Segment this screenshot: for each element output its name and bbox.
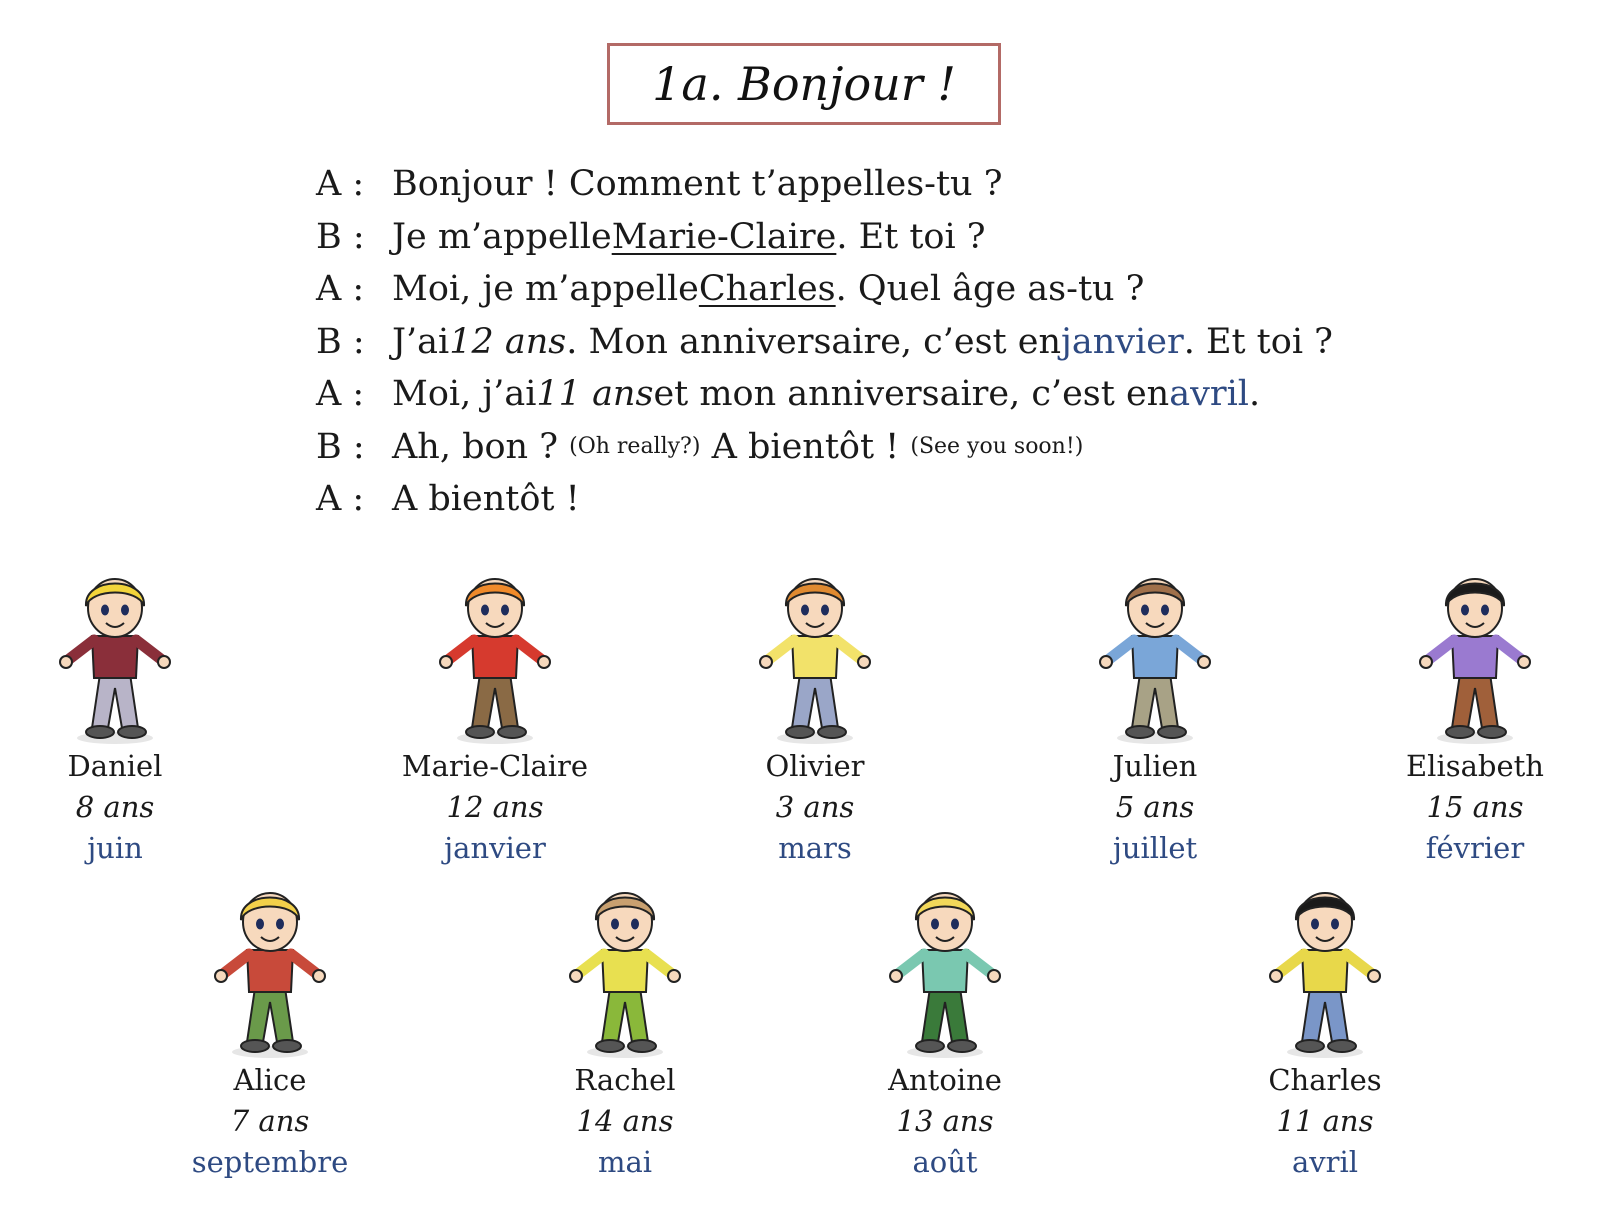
- character-name: Daniel: [67, 749, 163, 783]
- character-age: 15 ans: [1426, 790, 1524, 824]
- speaker-label: A :: [316, 164, 365, 205]
- character-age: 14 ans: [576, 1104, 674, 1138]
- character-card: [1205, 870, 1445, 1183]
- character-month: avril: [1291, 1145, 1359, 1179]
- character-name: Alice: [233, 1063, 307, 1097]
- name-underlined: Marie-Claire: [611, 216, 837, 257]
- character-age: 8 ans: [75, 790, 155, 824]
- dialogue-line: [316, 421, 1333, 474]
- speaker-label: A :: [316, 269, 365, 310]
- month-highlight: janvier: [1061, 321, 1184, 362]
- dialogue-text: Bonjour ! Comment t’appelles-tu ?: [392, 164, 1003, 205]
- character-age: 11 ans: [1276, 1104, 1374, 1138]
- character-card: [150, 870, 390, 1183]
- speaker-label: B :: [316, 426, 365, 467]
- dialogue-text: J’ai: [392, 321, 450, 362]
- character-month: février: [1425, 831, 1525, 865]
- character-name: Marie-Claire: [401, 749, 589, 783]
- rachel-illustration-icon: [550, 870, 700, 1060]
- character-age: 3 ans: [775, 790, 855, 824]
- character-age: 5 ans: [1115, 790, 1195, 824]
- character-card: [0, 556, 235, 869]
- character-name: Rachel: [574, 1063, 676, 1097]
- alice-illustration-icon: [195, 870, 345, 1060]
- character-card: [1355, 556, 1595, 869]
- name-underlined: Charles: [698, 269, 836, 310]
- character-card: [1035, 556, 1275, 869]
- character-name: Charles: [1268, 1063, 1382, 1097]
- dialogue-text: .: [1248, 374, 1261, 415]
- character-card: [695, 556, 935, 869]
- character-age: 7 ans: [230, 1104, 310, 1138]
- dialogue-text: . Et toi ?: [1183, 321, 1333, 362]
- dialogue-line: [316, 211, 1333, 264]
- charles-illustration-icon: [1250, 870, 1400, 1060]
- daniel-illustration-icon: [40, 556, 190, 746]
- dialogue-text: Je m’appelle: [392, 216, 612, 257]
- character-month: août: [912, 1145, 978, 1179]
- character-name: Antoine: [888, 1063, 1002, 1097]
- age-italic: 11 ans: [536, 374, 654, 415]
- character-name: Julien: [1112, 749, 1198, 783]
- dialogue-line: [316, 158, 1333, 211]
- character-month: janvier: [444, 831, 546, 865]
- dialogue-text: . Mon anniversaire, c’est en: [566, 321, 1062, 362]
- dialogue-text: et mon anniversaire, c’est en: [653, 374, 1170, 415]
- speaker-label: B :: [316, 321, 365, 362]
- character-age: 13 ans: [896, 1104, 994, 1138]
- dialogue-text: A bientôt !: [711, 426, 900, 467]
- olivier-illustration-icon: [740, 556, 890, 746]
- dialogue-line: [316, 316, 1333, 369]
- month-highlight: avril: [1169, 374, 1249, 415]
- character-age: 12 ans: [446, 790, 544, 824]
- page-title: 1a. Bonjour !: [607, 43, 1001, 125]
- elisabeth-illustration-icon: [1400, 556, 1550, 746]
- speaker-label: A :: [316, 479, 365, 520]
- character-card: [825, 870, 1065, 1183]
- dialogue-text: Moi, j’ai: [392, 374, 537, 415]
- character-name: Olivier: [765, 749, 865, 783]
- character-name: Elisabeth: [1406, 749, 1544, 783]
- character-month: juillet: [1112, 831, 1198, 865]
- character-card: [375, 556, 615, 869]
- speaker-label: A :: [316, 374, 365, 415]
- antoine-illustration-icon: [870, 870, 1020, 1060]
- dialogue: [316, 158, 1333, 526]
- character-month: juin: [87, 831, 143, 865]
- character-month: mai: [597, 1145, 653, 1179]
- dialogue-line: [316, 368, 1333, 421]
- dialogue-text: . Et toi ?: [836, 216, 986, 257]
- character-month: septembre: [191, 1145, 349, 1179]
- dialogue-text: . Quel âge as-tu ?: [835, 269, 1145, 310]
- dialogue-text: A bientôt !: [392, 479, 580, 520]
- dialogue-text: Ah, bon ?: [392, 426, 558, 467]
- character-month: mars: [778, 831, 852, 865]
- julien-illustration-icon: [1080, 556, 1230, 746]
- speaker-label: B :: [316, 216, 365, 257]
- dialogue-line: [316, 263, 1333, 316]
- dialogue-text: Moi, je m’appelle: [392, 269, 699, 310]
- marie-claire-illustration-icon: [420, 556, 570, 746]
- translation-note: (See you soon!): [910, 434, 1084, 460]
- translation-note: (Oh really?): [569, 434, 701, 460]
- character-card: [505, 870, 745, 1183]
- dialogue-line: [316, 473, 1333, 526]
- age-italic: 12 ans: [449, 321, 567, 362]
